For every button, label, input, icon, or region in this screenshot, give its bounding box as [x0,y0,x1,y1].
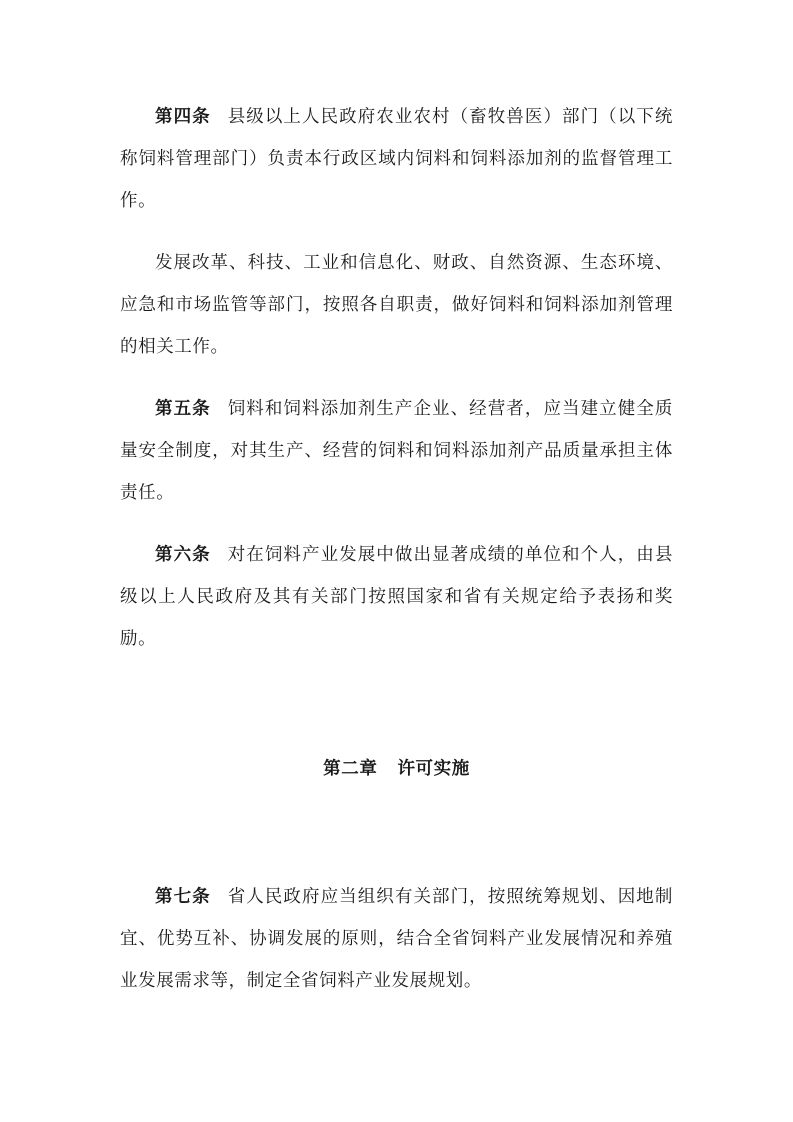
article-4 [120,96,673,222]
article-label: 第七条 [155,887,211,907]
article-text: 县级以上人民政府农业农村（畜牧兽医）部门（以下统称饲料管理部门）负责本行政区域内饲料和饲料添加剂的监督管理工作。 [120,107,673,211]
article-text: 省人民政府应当组织有关部门，按照统筹规划、因地制宜、优势互补、协调发展的原则，结合全省饲料产业发展情况和养殖业发展需求等，制定全省饲料产业发展规划。 [120,887,673,991]
article-7 [120,876,673,1002]
article-label: 第四条 [155,107,211,127]
article-text: 对在饲料产业发展中做出显著成绩的单位和个人，由县级以上人民政府及其有关部门按照国家和省有关规定给予表扬和奖励。 [120,545,673,649]
article-text: 饲料和饲料添加剂生产企业、经营者，应当建立健全质量安全制度，对其生产、经营的饲料和饲料添加剂产品质量承担主体责任。 [120,399,673,503]
paragraph-departments [120,242,673,368]
document-page [120,96,673,1002]
chapter-heading [120,748,673,790]
article-5 [120,388,673,514]
chapter-title: 许可实施 [397,759,470,779]
article-6 [120,534,673,660]
chapter-number: 第二章 [323,759,378,779]
paragraph-text: 发展改革、科技、工业和信息化、财政、自然资源、生态环境、应急和市场监管等部门，按照各自职责，做好饲料和饲料添加剂管理的相关工作。 [120,253,673,357]
article-label: 第五条 [155,399,211,419]
article-label: 第六条 [155,545,211,565]
